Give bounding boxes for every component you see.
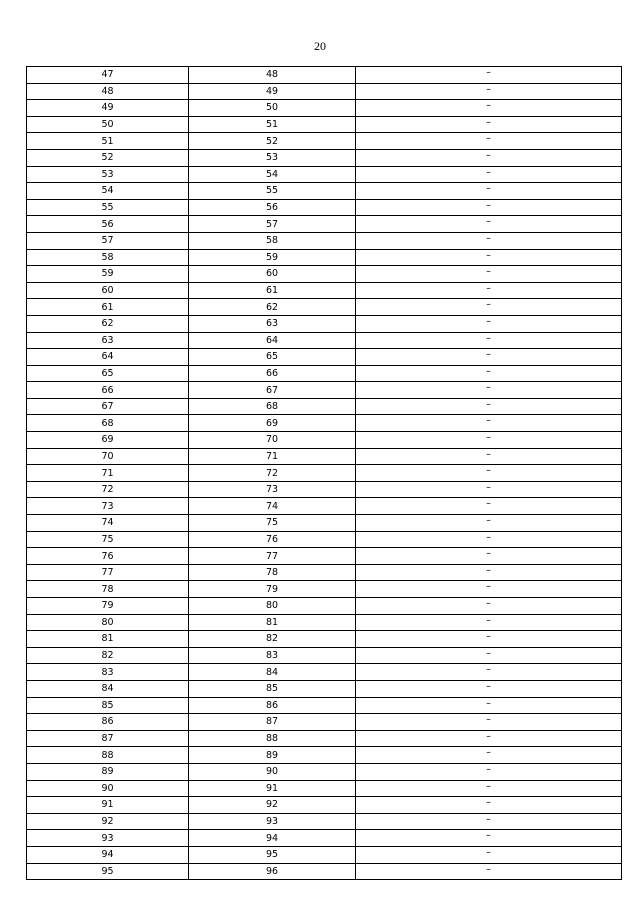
cell-value: – (356, 631, 622, 648)
cell-from: 85 (27, 697, 189, 714)
cell-value: – (356, 116, 622, 133)
cell-to: 80 (189, 598, 356, 615)
table-row (27, 282, 622, 299)
cell-to: 82 (189, 631, 356, 648)
cell-value: – (356, 432, 622, 449)
table-row (27, 813, 622, 830)
table-row (27, 647, 622, 664)
cell-from: 53 (27, 166, 189, 183)
cell-to: 58 (189, 232, 356, 249)
cell-from: 51 (27, 133, 189, 150)
table-row (27, 465, 622, 482)
cell-value: – (356, 448, 622, 465)
table-row (27, 664, 622, 681)
cell-from: 59 (27, 266, 189, 283)
cell-value: – (356, 365, 622, 382)
table-row (27, 332, 622, 349)
cell-to: 91 (189, 780, 356, 797)
cell-to: 76 (189, 531, 356, 548)
cell-value: – (356, 299, 622, 316)
cell-value: – (356, 232, 622, 249)
table-row (27, 581, 622, 598)
cell-to: 64 (189, 332, 356, 349)
cell-from: 86 (27, 714, 189, 731)
cell-from: 81 (27, 631, 189, 648)
cell-from: 64 (27, 349, 189, 366)
table-row (27, 863, 622, 880)
table-row (27, 349, 622, 366)
table-row (27, 133, 622, 150)
table-row (27, 747, 622, 764)
table-row (27, 398, 622, 415)
cell-to: 71 (189, 448, 356, 465)
table-row (27, 266, 622, 283)
cell-value: – (356, 763, 622, 780)
table-row (27, 116, 622, 133)
cell-value: – (356, 647, 622, 664)
cell-to: 84 (189, 664, 356, 681)
cell-from: 77 (27, 564, 189, 581)
cell-value: – (356, 67, 622, 84)
cell-to: 59 (189, 249, 356, 266)
table-row (27, 166, 622, 183)
cell-value: – (356, 863, 622, 880)
cell-value: – (356, 315, 622, 332)
cell-from: 67 (27, 398, 189, 415)
cell-to: 54 (189, 166, 356, 183)
cell-value: – (356, 780, 622, 797)
cell-to: 94 (189, 830, 356, 847)
cell-to: 92 (189, 797, 356, 814)
cell-to: 56 (189, 199, 356, 216)
table-row (27, 763, 622, 780)
cell-from: 63 (27, 332, 189, 349)
cell-to: 74 (189, 498, 356, 515)
cell-to: 60 (189, 266, 356, 283)
table-row (27, 697, 622, 714)
cell-from: 49 (27, 100, 189, 117)
table-row (27, 232, 622, 249)
table-row (27, 481, 622, 498)
cell-to: 50 (189, 100, 356, 117)
cell-value: – (356, 846, 622, 863)
data-table (26, 66, 622, 880)
table-row (27, 83, 622, 100)
cell-to: 52 (189, 133, 356, 150)
table-row (27, 797, 622, 814)
cell-to: 63 (189, 315, 356, 332)
cell-to: 66 (189, 365, 356, 382)
cell-value: – (356, 697, 622, 714)
cell-from: 52 (27, 149, 189, 166)
cell-to: 68 (189, 398, 356, 415)
cell-value: – (356, 714, 622, 731)
page-number: 20 (314, 39, 326, 53)
cell-from: 87 (27, 730, 189, 747)
cell-from: 80 (27, 614, 189, 631)
cell-from: 73 (27, 498, 189, 515)
cell-to: 79 (189, 581, 356, 598)
cell-from: 88 (27, 747, 189, 764)
table-row (27, 67, 622, 84)
cell-from: 72 (27, 481, 189, 498)
table-row (27, 830, 622, 847)
cell-from: 48 (27, 83, 189, 100)
cell-to: 69 (189, 415, 356, 432)
table-row (27, 614, 622, 631)
cell-from: 47 (27, 67, 189, 84)
cell-from: 71 (27, 465, 189, 482)
cell-value: – (356, 398, 622, 415)
table-row (27, 680, 622, 697)
cell-to: 78 (189, 564, 356, 581)
table-row (27, 249, 622, 266)
cell-to: 65 (189, 349, 356, 366)
table-row (27, 564, 622, 581)
cell-from: 94 (27, 846, 189, 863)
table-row (27, 365, 622, 382)
cell-value: – (356, 515, 622, 532)
cell-from: 76 (27, 548, 189, 565)
cell-to: 70 (189, 432, 356, 449)
cell-value: – (356, 797, 622, 814)
cell-value: – (356, 465, 622, 482)
table-row (27, 548, 622, 565)
cell-value: – (356, 332, 622, 349)
cell-to: 88 (189, 730, 356, 747)
cell-value: – (356, 282, 622, 299)
cell-to: 81 (189, 614, 356, 631)
cell-value: – (356, 133, 622, 150)
cell-to: 93 (189, 813, 356, 830)
cell-from: 66 (27, 382, 189, 399)
cell-from: 91 (27, 797, 189, 814)
cell-value: – (356, 382, 622, 399)
cell-to: 75 (189, 515, 356, 532)
cell-to: 85 (189, 680, 356, 697)
cell-value: – (356, 149, 622, 166)
cell-value: – (356, 349, 622, 366)
cell-from: 70 (27, 448, 189, 465)
table-row (27, 183, 622, 200)
cell-value: – (356, 415, 622, 432)
cell-to: 86 (189, 697, 356, 714)
cell-from: 68 (27, 415, 189, 432)
table-row (27, 714, 622, 731)
cell-value: – (356, 730, 622, 747)
cell-to: 83 (189, 647, 356, 664)
cell-value: – (356, 680, 622, 697)
cell-from: 89 (27, 763, 189, 780)
cell-value: – (356, 498, 622, 515)
cell-to: 53 (189, 149, 356, 166)
table-row (27, 199, 622, 216)
cell-value: – (356, 83, 622, 100)
cell-to: 87 (189, 714, 356, 731)
cell-value: – (356, 249, 622, 266)
table-row (27, 382, 622, 399)
cell-to: 96 (189, 863, 356, 880)
table-row (27, 531, 622, 548)
cell-value: – (356, 830, 622, 847)
table-row (27, 415, 622, 432)
cell-value: – (356, 183, 622, 200)
cell-from: 57 (27, 232, 189, 249)
cell-from: 93 (27, 830, 189, 847)
table-row (27, 598, 622, 615)
cell-to: 77 (189, 548, 356, 565)
table-row (27, 498, 622, 515)
cell-from: 90 (27, 780, 189, 797)
cell-value: – (356, 598, 622, 615)
cell-from: 56 (27, 216, 189, 233)
cell-value: – (356, 100, 622, 117)
cell-to: 95 (189, 846, 356, 863)
cell-value: – (356, 548, 622, 565)
table-row (27, 515, 622, 532)
table-body (27, 67, 622, 880)
cell-value: – (356, 747, 622, 764)
table-row (27, 299, 622, 316)
cell-from: 84 (27, 680, 189, 697)
cell-value: – (356, 614, 622, 631)
cell-from: 54 (27, 183, 189, 200)
cell-value: – (356, 664, 622, 681)
table-row (27, 100, 622, 117)
cell-to: 72 (189, 465, 356, 482)
cell-to: 61 (189, 282, 356, 299)
cell-from: 65 (27, 365, 189, 382)
cell-to: 90 (189, 763, 356, 780)
cell-value: – (356, 266, 622, 283)
cell-value: – (356, 564, 622, 581)
cell-from: 92 (27, 813, 189, 830)
cell-value: – (356, 813, 622, 830)
cell-from: 75 (27, 531, 189, 548)
cell-from: 58 (27, 249, 189, 266)
cell-from: 62 (27, 315, 189, 332)
cell-value: – (356, 199, 622, 216)
table-row (27, 149, 622, 166)
cell-value: – (356, 166, 622, 183)
table-row (27, 315, 622, 332)
table-row (27, 780, 622, 797)
cell-from: 69 (27, 432, 189, 449)
cell-from: 95 (27, 863, 189, 880)
cell-to: 51 (189, 116, 356, 133)
cell-value: – (356, 481, 622, 498)
cell-to: 48 (189, 67, 356, 84)
cell-from: 50 (27, 116, 189, 133)
cell-from: 61 (27, 299, 189, 316)
cell-from: 74 (27, 515, 189, 532)
cell-from: 82 (27, 647, 189, 664)
cell-from: 55 (27, 199, 189, 216)
table-row (27, 730, 622, 747)
cell-value: – (356, 216, 622, 233)
cell-to: 49 (189, 83, 356, 100)
table-row (27, 631, 622, 648)
table-row (27, 846, 622, 863)
table-row (27, 432, 622, 449)
table-row (27, 216, 622, 233)
cell-value: – (356, 531, 622, 548)
cell-from: 79 (27, 598, 189, 615)
table-row (27, 448, 622, 465)
cell-from: 60 (27, 282, 189, 299)
cell-value: – (356, 581, 622, 598)
cell-to: 89 (189, 747, 356, 764)
cell-from: 78 (27, 581, 189, 598)
cell-to: 55 (189, 183, 356, 200)
cell-to: 57 (189, 216, 356, 233)
cell-from: 83 (27, 664, 189, 681)
cell-to: 73 (189, 481, 356, 498)
cell-to: 67 (189, 382, 356, 399)
cell-to: 62 (189, 299, 356, 316)
